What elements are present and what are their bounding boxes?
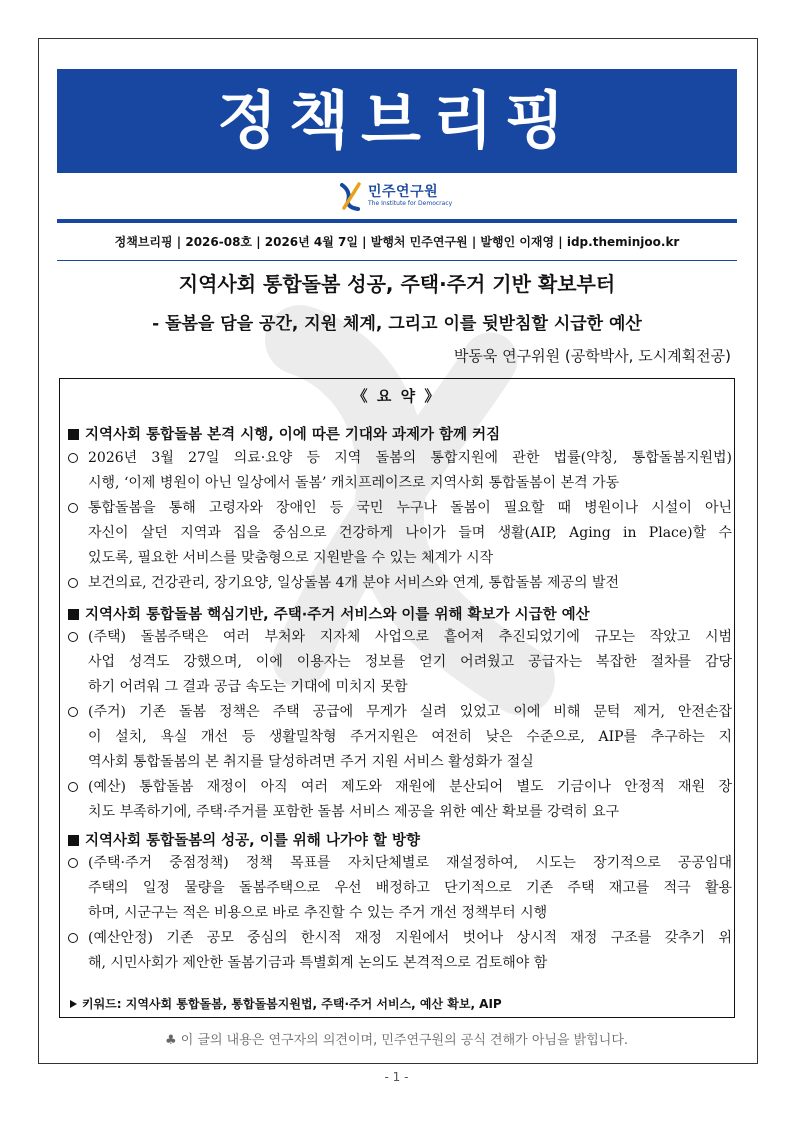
square-bullet-icon	[68, 429, 79, 440]
summary-title: 《 요 약 》	[352, 387, 442, 405]
list-item: (주택) 돌봄주택은 여러 부처와 지자체 사업으로 흩어져 추진되었기에 규모는 작았고 시범 사업 성격도 강했으며, 이에 이용자는 정보를 얻기 어려웠고 공급자는 복잡한 절차를 감당 하기 어려워 그 결과 공급 속도는 기대에 미치지 못함	[68, 625, 732, 700]
logo	[338, 180, 452, 212]
logo-mark-icon	[338, 181, 364, 211]
list-item: (주택·주거 중점정책) 정책 목표를 자치단체별로 재설정하여, 시도는 장기적으로 공공임대 주택의 일정 물량을 돌봄주택으로 우선 배정하고 단기적으로 기존 주택 재고를 적극 활용 하며, 시군구는 적은 비용으로 바로 추진할 수 있는 주거 개선 정책부터 시행	[68, 851, 732, 926]
list-item: (예산안정) 기존 공모 중심의 한시적 재정 지원에서 벗어나 상시적 재정 구조를 갖추기 위 해, 시민사회가 제안한 돌봄기금과 특별회계 논의도 본격적으로 검토해야 함	[68, 926, 732, 976]
circle-bullet-icon	[68, 503, 78, 513]
page-number: - 1 -	[384, 1070, 409, 1084]
circle-bullet-icon	[68, 858, 78, 868]
list-item: 2026년 3월 27일 의료·요양 등 지역 돌봄의 통합지원에 관한 법률(약칭, 통합돌봄지원법) 시행, ‘이제 병원이 아닌 일상에서 돌봄’ 캐치프레이즈로 지역사회 통합돌봄이 본격 가동	[68, 446, 732, 496]
triangle-bullet-icon	[70, 1000, 77, 1008]
section-heading: 지역사회 통합돌봄 본격 시행, 이에 따른 기대와 과제가 함께 커짐	[68, 423, 728, 444]
logo-english-name: The Institute for Democracy	[368, 200, 453, 207]
circle-bullet-icon	[68, 453, 78, 463]
logo-name: 민주연구원	[368, 184, 439, 200]
summary-box	[59, 378, 735, 1018]
list-item: (주거) 기존 돌봄 정책은 주택 공급에 무게가 실려 있었고 이에 비해 문턱 제거, 안전손잡 이 설치, 욕실 개선 등 생활밀착형 주거지원은 여전히 낮은 수준으로, AIP를 추구하는 지 역사회 통합돌봄의 본 취지를 달성하려면 주거 지원 서비스 활성화가 절실	[68, 700, 732, 775]
list-item: (예산) 통합돌봄 재정이 아직 여러 제도와 재원에 분산되어 별도 기금이나 안정적 재원 장 치도 부족하기에, 주택·주거를 포함한 돌봄 서비스 제공을 위한 예산 확보를 강력히 요구	[68, 775, 732, 825]
circle-bullet-icon	[68, 933, 78, 943]
publication-info: 정책브리핑 | 2026-08호 | 2026년 4월 7일 | 발행처 민주연구원 | 발행인 이재영 | idp.theminjoo.kr	[57, 219, 737, 261]
keywords: 키워드: 지역사회 통합돌봄, 통합돌봄지원법, 주택·주거 서비스, 예산 확보, AIP	[70, 995, 502, 1012]
document-subtitle: - 돌봄을 담을 공간, 지원 체계, 그리고 이를 뒷받침할 시급한 예산	[152, 314, 642, 334]
circle-bullet-icon	[68, 707, 78, 717]
disclaimer: ♣ 이 글의 내용은 연구자의 의견이며, 민주연구원의 공식 견해가 아님을 밝힙니다.	[164, 1033, 629, 1048]
list-item: 통합돌봄을 통해 고령자와 장애인 등 국민 누구나 돌봄이 필요할 때 병원이나 시설이 아닌 자신이 살던 지역과 집을 중심으로 건강하게 나이가 들며 생활(AIP, Aging in Place)할 수 있도록, 필요한 서비스를 맞춤형으로 지원받을 수 있는 체계가 시작	[68, 496, 732, 571]
circle-bullet-icon	[68, 632, 78, 642]
section-heading: 지역사회 통합돌봄 핵심기반, 주택·주거 서비스와 이를 위해 확보가 시급한 예산	[68, 603, 728, 624]
square-bullet-icon	[68, 609, 79, 620]
circle-bullet-icon	[68, 578, 78, 588]
banner-title: 정책브리핑	[57, 69, 737, 173]
square-bullet-icon	[68, 835, 79, 846]
circle-bullet-icon	[68, 782, 78, 792]
document-title: 지역사회 통합돌봄 성공, 주택·주거 기반 확보부터	[178, 272, 616, 296]
author-line: 박동욱 연구위원 (공학박사, 도시계획전공)	[453, 347, 731, 365]
section-heading: 지역사회 통합돌봄의 성공, 이를 위해 나가야 할 방향	[68, 829, 728, 850]
list-item: 보건의료, 건강관리, 장기요양, 일상돌봄 4개 분야 서비스와 연계, 통합돌봄 제공의 발전	[68, 571, 732, 596]
